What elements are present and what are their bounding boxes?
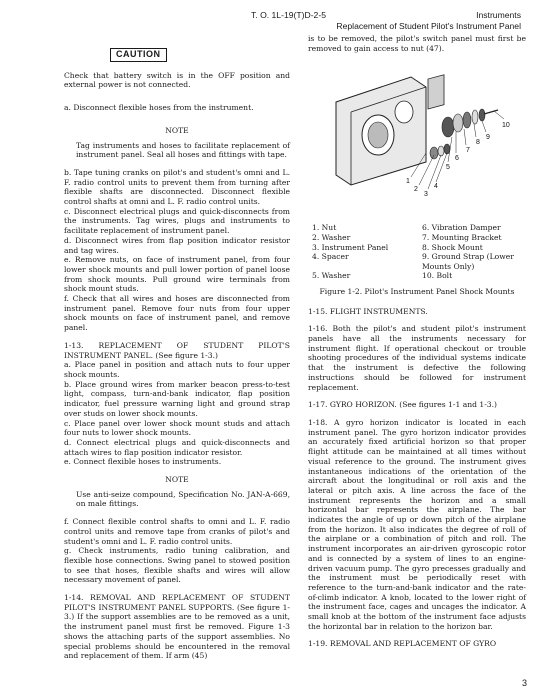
para-1-18: 1-18. A gyro horizon indicator is located in each instrument panel. The gyro horizon indicator provides an accurately fixed artificial horizon so that proper flight attitude can be maintained at all times without visual reference to the ground. The instrument gives instantaneous indications of the orientation of the aircraft about the longitudinal or roll axis and the lateral or pitch axis. A line across the face of the instrument represents the horizon and a small horizontal bar represents the airplane. The bar indicates the angle of up or down pitch of the airplane from the horizon. It also indicates the degree of roll of the airplane or a combination of pitch and roll. The instrument incorporates an air-driven gyroscopic rotor and is connected by a system of lines to an engine-driven vacuum pump. The gyro precesses gradually and the instrument must be periodically reset with reference to the turn-and-bank indicator and the rate-of-climb indicator. A knob, located to the lower right of the instrument face, cages and uncages the indicator. A small knob at the bottom of the instrument face adjusts the horizontal bar in relation to the horizon bar.	[308, 418, 526, 631]
heading-1-19: 1-19. REMOVAL AND REPLACEMENT OF GYRO	[308, 639, 497, 649]
note-label-2: NOTE	[165, 475, 189, 485]
para-1-14: 1-14. REMOVAL AND REPLACEMENT OF STUDENT PILOT'S INSTRUMENT PANEL SUPPORTS. (See figure 1-3.) If the support assemblies are to be removed as a unit, the instrument panel must first be removed. Figure 1-3 shows the attaching parts of the support assemblies. No special problems should be encountered in the removal and replacement of them. If arm (45)	[64, 593, 290, 661]
callout-10: 10	[502, 122, 510, 130]
legend-item: 8. Shock Mount	[422, 242, 483, 252]
caution-label: CAUTION	[110, 48, 167, 62]
legend-item: 3. Instrument Panel	[312, 242, 389, 252]
step-113-f: f. Connect flexible control shafts to omni and L. F. radio control units and remove tape from cranks of pilot's and student's omni and L. F. radio control units.	[64, 517, 290, 546]
figure-legend	[312, 223, 526, 281]
note-label: NOTE	[165, 125, 189, 135]
step-c: c. Disconnect electrical plugs and quick-disconnects from the instruments. Tag wires, plugs and instruments to facilitate replacement of instrument panel.	[64, 206, 290, 236]
step-113-a: a. Place panel in position and attach nuts to four upper shock mounts.	[64, 360, 290, 379]
note-text-2: Use anti-seize compound, Specification No. JAN-A-669, on male fittings.	[76, 489, 290, 509]
page-header	[251, 10, 521, 32]
header-subtitle: Replacement of Student Pilot's Instrument Panel	[336, 21, 521, 31]
para-1-16: 1-16. Both the pilot's and student pilot's instrument panels have all the instruments necessary for instrument flight. If operational checkout or trouble shooting procedures of the individual systems indicate that the instrument is defective the following instructions should be followed for instrument replacement.	[308, 324, 526, 392]
note-text: Tag instruments and hoses to facilitate replacement of instrument panel. Seal all hoses and fittings with tape.	[76, 140, 290, 160]
callout-6: 6	[455, 155, 459, 163]
legend-item: 4. Spacer	[312, 252, 349, 262]
step-113-b: b. Place ground wires from marker beacon press-to-test light, compass, turn-and-bank indicator, flap position indicator, fuel pressure warning light and ground strap over studs on lower shock mounts.	[64, 379, 290, 418]
page-number: 3	[521, 678, 527, 688]
step-a: a. Disconnect flexible hoses from the instrument.	[64, 103, 254, 113]
section-title: Instruments	[476, 10, 521, 20]
callout-3: 3	[424, 191, 428, 199]
step-e: e. Remove nuts, on face of instrument panel, from four lower shock mounts and pull lower portion of panel loose from shock mounts. Pull ground wire terminals from shock mount studs.	[64, 255, 290, 294]
legend-item: 5. Washer	[312, 271, 351, 281]
callout-7: 7	[466, 147, 470, 155]
step-113-g: g. Check instruments, radio tuning calibration, and flexible hose connections. Swing panel to stowed position to see that hoses, flexible shafts and wires will allow necessary movement of panel.	[64, 546, 290, 585]
step-113-d: d. Connect electrical plugs and quick-disconnects and attach wires to flap position indicator resistor.	[64, 437, 290, 457]
heading-1-13: 1-13. REPLACEMENT OF STUDENT PILOT'S INSTRUMENT PANEL. (See figure 1-3.)	[64, 340, 290, 360]
callout-2: 2	[414, 186, 418, 194]
left-column	[64, 48, 290, 661]
figure-caption: Figure 1-2. Pilot's Instrument Panel Shock Mounts	[319, 286, 515, 296]
legend-item: 10. Bolt	[422, 271, 453, 281]
legend-item: 7. Mounting Bracket	[422, 233, 502, 242]
callout-5: 5	[446, 164, 450, 172]
legend-item: 6. Vibration Damper	[422, 223, 501, 233]
legend-item: 1. Nut	[312, 223, 337, 233]
step-d: d. Disconnect wires from flap position indicator resistor and tag wires.	[64, 235, 290, 255]
tech-order-number: T. O. 1L-19(T)D-2-5	[251, 10, 326, 20]
shock-mount-figure	[316, 57, 516, 217]
intro-text: is to be removed, the pilot's switch panel must first be removed to gain access to nut (47).	[308, 34, 526, 53]
step-113-c: c. Place panel over lower shock mount studs and attach four nuts to lower shock mounts.	[64, 418, 290, 438]
heading-1-15: 1-15. FLIGHT INSTRUMENTS.	[308, 306, 428, 316]
callout-1: 1	[406, 178, 410, 186]
callout-9: 9	[486, 134, 490, 142]
shock-mount-illustration	[316, 57, 516, 217]
callout-8: 8	[476, 139, 480, 147]
step-113-e: e. Connect flexible hoses to instruments.	[64, 457, 222, 467]
heading-1-17: 1-17. GYRO HORIZON. (See figures 1-1 and 1-3.)	[308, 400, 498, 410]
step-f: f. Check that all wires and hoses are disconnected from instrument panel. Remove four nuts from four upper shock mounts on face of instrument panel, and remove panel.	[64, 294, 290, 333]
legend-item: 9. Ground Strap (Lower Mounts Only)	[422, 252, 514, 271]
step-b: b. Tape tuning cranks on pilot's and student's omni and L. F. radio control units to prevent them from turning after flexible shafts are disconnected. Disconnect flexible control shafts at omni and L. F. radio control units.	[64, 167, 290, 207]
right-column	[308, 34, 526, 649]
legend-item: 2. Washer	[312, 233, 351, 242]
caution-text: Check that battery switch is in the OFF position and external power is not connected.	[64, 70, 290, 90]
callout-4: 4	[434, 183, 438, 191]
